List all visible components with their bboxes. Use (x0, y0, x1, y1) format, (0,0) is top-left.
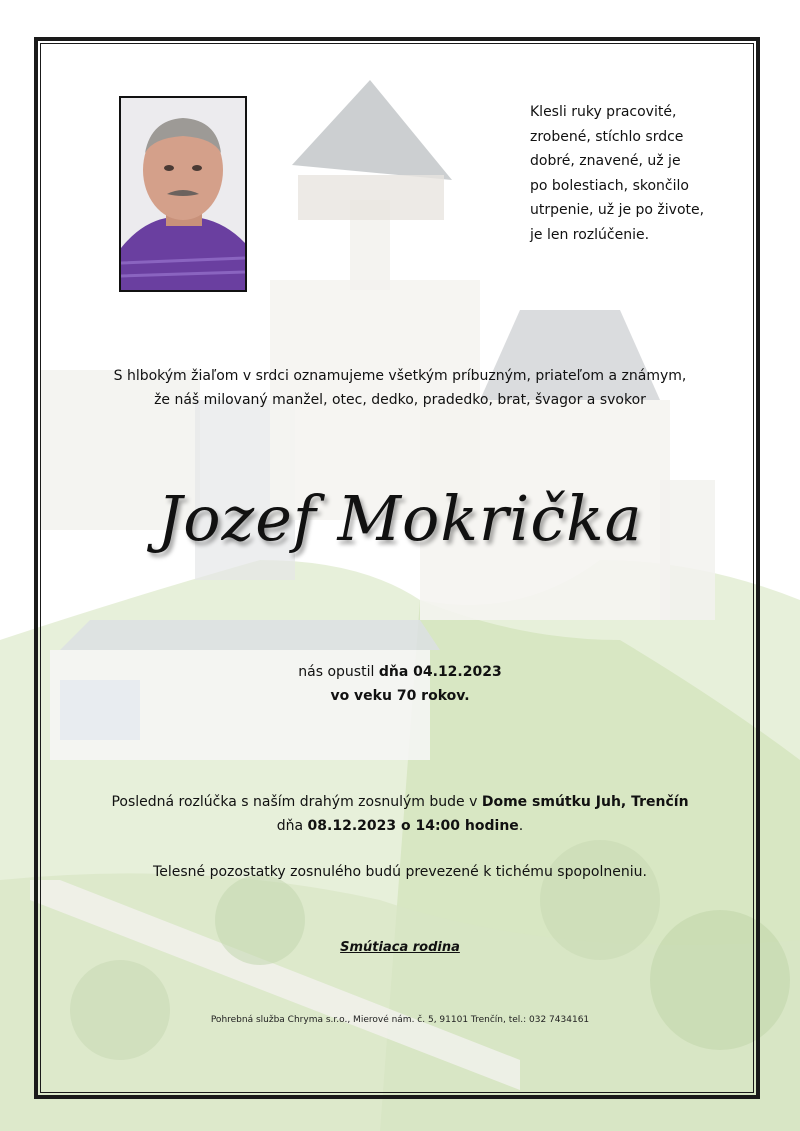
announcement-line: S hlbokým žiaľom v srdci oznamujeme všetkým príbuzným, priateľom a známym, (113, 368, 687, 384)
death-age: vo veku 70 rokov. (330, 688, 470, 704)
memorial-poem (530, 100, 760, 247)
death-prefix: nás opustil (298, 664, 379, 680)
announcement-text (60, 364, 740, 412)
funeral-info (60, 790, 740, 838)
funeral-date-suffix: . (518, 818, 524, 834)
remains-info: Telesné pozostatky zosnulého budú prevezené k tichému spopolneniu. (153, 864, 647, 880)
funeral-date-prefix: dňa (276, 818, 308, 834)
portrait-photo (119, 96, 247, 292)
funeral-datetime: 08.12.2023 o 14:00 hodine (307, 818, 519, 834)
funeral-place: Dome smútku Juh, Trenčín (481, 794, 689, 810)
death-info (60, 660, 740, 708)
funeral-prefix: Posledná rozlúčka s naším drahým zosnulým bude v (111, 794, 482, 810)
poem-line: utrpenie, už je po živote, (530, 202, 705, 218)
poem-line: zrobené, stíchlo srdce (530, 128, 684, 145)
poem-line: po bolestiach, skončilo (530, 177, 689, 194)
announcement-line: že náš milovaný manžel, otec, dedko, pradedko, brat, švagor a svokor (154, 392, 646, 408)
funeral-service-footer: Pohrebná služba Chryma s.r.o., Mierové nám. č. 5, 91101 Trenčín, tel.: 032 7434161 (210, 1015, 590, 1025)
poem-line: dobré, znavené, už je (530, 153, 681, 169)
poem-line: je len rozlúčenie. (530, 226, 650, 243)
family-signature: Smútiaca rodina (340, 940, 460, 955)
death-date: dňa 04.12.2023 (378, 664, 502, 680)
deceased-name: Jozef Mokrička (157, 482, 643, 555)
poem-line: Klesli ruky pracovité, (530, 104, 677, 120)
